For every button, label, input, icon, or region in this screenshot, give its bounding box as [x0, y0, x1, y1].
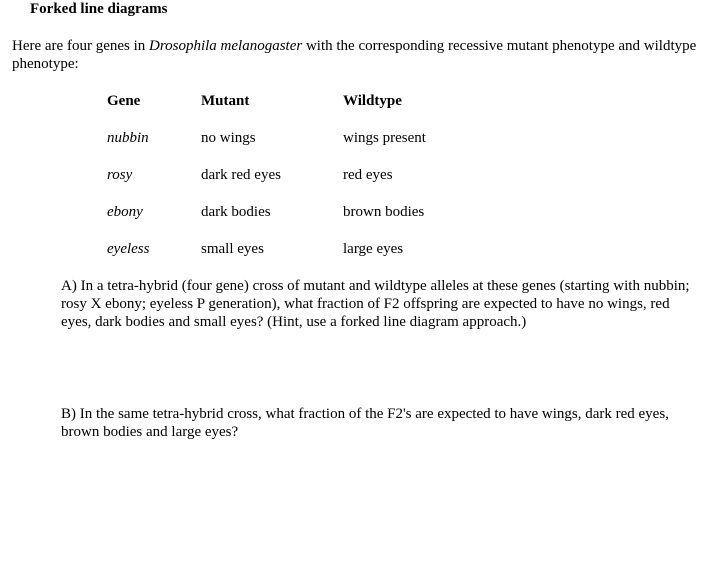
gene-name: nubbin — [107, 130, 149, 146]
table-row — [107, 240, 667, 277]
intro-paragraph — [12, 37, 702, 73]
mutant-phenotype: small eyes — [201, 241, 264, 257]
table-row — [107, 203, 667, 240]
intro-text-after: with the corresponding recessive mutant phenotype and wildtype phenotype: — [12, 38, 697, 72]
wildtype-phenotype: red eyes — [343, 167, 393, 183]
mutant-phenotype: dark bodies — [201, 204, 271, 220]
gene-name: eyeless — [107, 241, 150, 257]
wildtype-phenotype: wings present — [343, 130, 426, 146]
question-a: A) In a tetra-hybrid (four gene) cross of mutant and wildtype alleles at these genes (starting with nubbin; rosy X ebony; eyeless P generation), what fraction of F2 offspring are expected to have no wings, red eyes, dark bodies and small eyes? (Hint, use a forked line diagram approach.) — [61, 278, 690, 330]
header-gene: Gene — [107, 93, 141, 109]
mutant-phenotype: no wings — [201, 130, 256, 146]
header-mutant: Mutant — [201, 93, 250, 109]
mutant-phenotype: dark red eyes — [201, 167, 281, 183]
intro-text-before: Here are four genes in — [12, 38, 150, 54]
species-name: Drosophila melanogaster — [149, 38, 303, 54]
question-b: B) In the same tetra-hybrid cross, what fraction of the F2's are expected to have wings, dark red eyes, brown bodies and large eyes? — [61, 406, 669, 440]
gene-table — [107, 92, 667, 277]
page-title: Forked line diagrams — [30, 1, 168, 17]
wildtype-phenotype: large eyes — [343, 241, 404, 257]
gene-name: rosy — [107, 167, 133, 183]
wildtype-phenotype: brown bodies — [343, 204, 425, 220]
gene-name: ebony — [107, 204, 143, 220]
header-wildtype: Wildtype — [343, 93, 402, 109]
table-row — [107, 129, 667, 166]
table-row — [107, 166, 667, 203]
table-header-row — [107, 92, 667, 129]
